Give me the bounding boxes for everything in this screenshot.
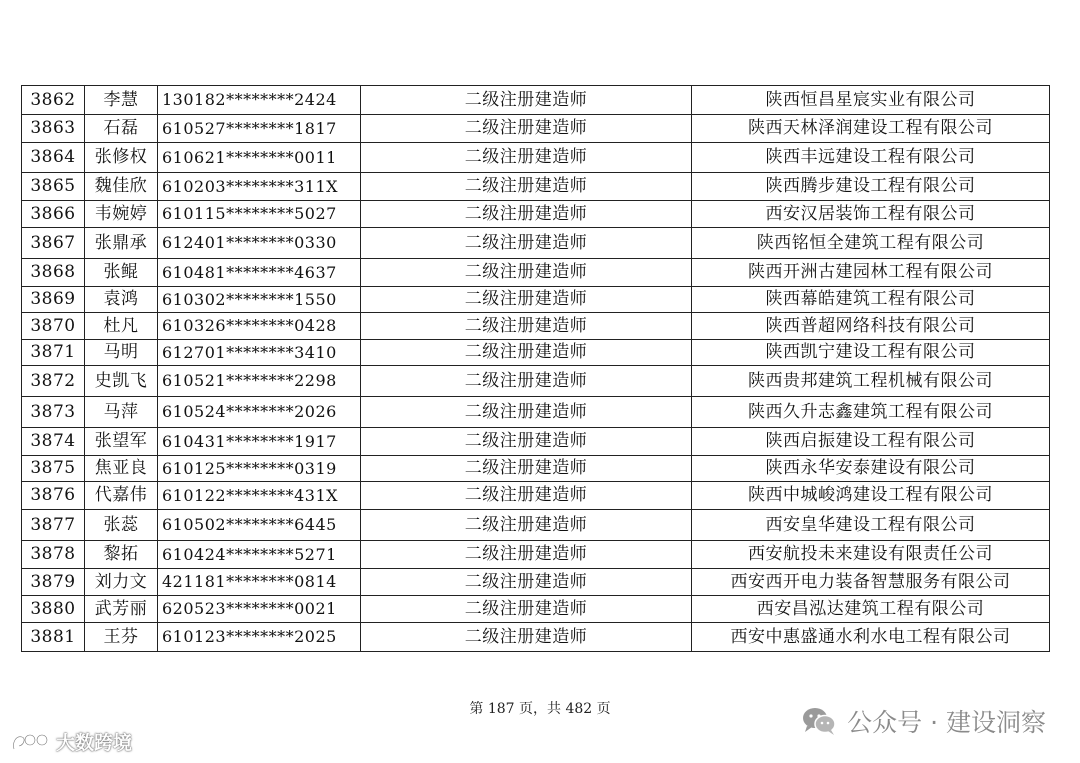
- company-name: 陕西幕皓建筑工程有限公司: [692, 287, 1050, 313]
- id-number: 610125********0319: [158, 456, 361, 482]
- row-number: 3865: [22, 173, 85, 201]
- id-number: 610203********311X: [158, 173, 361, 201]
- id-number: 610424********5271: [158, 541, 361, 569]
- person-name: 韦婉婷: [85, 201, 158, 228]
- id-number: 610502********6445: [158, 510, 361, 541]
- certificate-type: 二级注册建造师: [361, 201, 692, 228]
- right-watermark: [801, 703, 1046, 739]
- id-number: 612701********3410: [158, 340, 361, 366]
- id-number: 610527********1817: [158, 115, 361, 143]
- table-row: [22, 569, 1050, 596]
- certificate-type: 二级注册建造师: [361, 115, 692, 143]
- certificate-type: 二级注册建造师: [361, 287, 692, 313]
- row-number: 3863: [22, 115, 85, 143]
- company-name: 陕西久升志鑫建筑工程有限公司: [692, 397, 1050, 428]
- row-number: 3868: [22, 259, 85, 287]
- company-name: 陕西普超网络科技有限公司: [692, 313, 1050, 340]
- id-number: 610431********1917: [158, 428, 361, 456]
- id-number: 610123********2025: [158, 623, 361, 652]
- id-number: 610302********1550: [158, 287, 361, 313]
- id-number: 610524********2026: [158, 397, 361, 428]
- table-row: [22, 143, 1050, 173]
- company-name: 西安皇华建设工程有限公司: [692, 510, 1050, 541]
- id-number: 610122********431X: [158, 482, 361, 510]
- company-name: 陕西贵邦建筑工程机械有限公司: [692, 366, 1050, 397]
- row-number: 3862: [22, 86, 85, 115]
- company-name: 西安汉居装饰工程有限公司: [692, 201, 1050, 228]
- person-name: 焦亚良: [85, 456, 158, 482]
- row-number: 3871: [22, 340, 85, 366]
- id-number: 130182********2424: [158, 86, 361, 115]
- id-number: 421181********0814: [158, 569, 361, 596]
- table-row: [22, 173, 1050, 201]
- company-name: 西安中惠盛通水利水电工程有限公司: [692, 623, 1050, 652]
- person-name: 武芳丽: [85, 596, 158, 623]
- id-number: 612401********0330: [158, 228, 361, 259]
- table-row: [22, 259, 1050, 287]
- certificate-type: 二级注册建造师: [361, 313, 692, 340]
- table-row: [22, 340, 1050, 366]
- table-row: [22, 313, 1050, 340]
- company-name: 西安昌泓达建筑工程有限公司: [692, 596, 1050, 623]
- row-number: 3870: [22, 313, 85, 340]
- person-name: 石磊: [85, 115, 158, 143]
- company-name: 陕西天林泽润建设工程有限公司: [692, 115, 1050, 143]
- certificate-type: 二级注册建造师: [361, 569, 692, 596]
- id-number: 610326********0428: [158, 313, 361, 340]
- table-row: [22, 115, 1050, 143]
- certificate-type: 二级注册建造师: [361, 366, 692, 397]
- certificate-type: 二级注册建造师: [361, 596, 692, 623]
- table-row: [22, 86, 1050, 115]
- table-row: [22, 366, 1050, 397]
- person-name: 张修权: [85, 143, 158, 173]
- person-name: 马萍: [85, 397, 158, 428]
- person-name: 张鲲: [85, 259, 158, 287]
- person-name: 李慧: [85, 86, 158, 115]
- person-name: 张鼎承: [85, 228, 158, 259]
- company-name: 陕西启振建设工程有限公司: [692, 428, 1050, 456]
- row-number: 3876: [22, 482, 85, 510]
- person-name: 史凯飞: [85, 366, 158, 397]
- table-row: [22, 287, 1050, 313]
- person-name: 代嘉伟: [85, 482, 158, 510]
- certificate-type: 二级注册建造师: [361, 541, 692, 569]
- company-name: 陕西中城峻鸿建设工程有限公司: [692, 482, 1050, 510]
- row-number: 3867: [22, 228, 85, 259]
- certificate-type: 二级注册建造师: [361, 86, 692, 115]
- row-number: 3869: [22, 287, 85, 313]
- table-row: [22, 228, 1050, 259]
- certificate-type: 二级注册建造师: [361, 510, 692, 541]
- page-footer: 第 187 页，共 482 页: [469, 701, 611, 717]
- row-number: 3875: [22, 456, 85, 482]
- person-name: 黎拓: [85, 541, 158, 569]
- person-name: 张蕊: [85, 510, 158, 541]
- certificate-type: 二级注册建造师: [361, 623, 692, 652]
- company-name: 陕西腾步建设工程有限公司: [692, 173, 1050, 201]
- table-row: [22, 623, 1050, 652]
- certificate-type: 二级注册建造师: [361, 259, 692, 287]
- brand-logo-icon: [10, 731, 52, 753]
- id-number: 610621********0011: [158, 143, 361, 173]
- company-name: 陕西丰远建设工程有限公司: [692, 143, 1050, 173]
- row-number: 3864: [22, 143, 85, 173]
- certificate-type: 二级注册建造师: [361, 228, 692, 259]
- table-row: [22, 541, 1050, 569]
- id-number: 620523********0021: [158, 596, 361, 623]
- person-name: 王芬: [85, 623, 158, 652]
- certificate-type: 二级注册建造师: [361, 482, 692, 510]
- company-name: 陕西永华安泰建设有限公司: [692, 456, 1050, 482]
- table-row: [22, 201, 1050, 228]
- company-name: 陕西铭恒全建筑工程有限公司: [692, 228, 1050, 259]
- row-number: 3879: [22, 569, 85, 596]
- company-name: 西安航投未来建设有限责任公司: [692, 541, 1050, 569]
- wechat-icon: [801, 705, 837, 737]
- row-number: 3877: [22, 510, 85, 541]
- id-number: 610115********5027: [158, 201, 361, 228]
- company-name: 陕西恒昌星宸实业有限公司: [692, 86, 1050, 115]
- registrant-table: [21, 85, 1050, 652]
- certificate-type: 二级注册建造师: [361, 456, 692, 482]
- table-row: [22, 596, 1050, 623]
- person-name: 马明: [85, 340, 158, 366]
- table-row: [22, 397, 1050, 428]
- left-watermark: [10, 728, 132, 755]
- row-number: 3874: [22, 428, 85, 456]
- registrant-table-body: [22, 86, 1050, 652]
- id-number: 610481********4637: [158, 259, 361, 287]
- row-number: 3866: [22, 201, 85, 228]
- table-row: [22, 456, 1050, 482]
- table-row: [22, 510, 1050, 541]
- row-number: 3878: [22, 541, 85, 569]
- person-name: 袁鸿: [85, 287, 158, 313]
- id-number: 610521********2298: [158, 366, 361, 397]
- person-name: 刘力文: [85, 569, 158, 596]
- certificate-type: 二级注册建造师: [361, 428, 692, 456]
- certificate-type: 二级注册建造师: [361, 340, 692, 366]
- certificate-type: 二级注册建造师: [361, 397, 692, 428]
- row-number: 3872: [22, 366, 85, 397]
- person-name: 魏佳欣: [85, 173, 158, 201]
- certificate-type: 二级注册建造师: [361, 143, 692, 173]
- row-number: 3873: [22, 397, 85, 428]
- person-name: 张望军: [85, 428, 158, 456]
- left-watermark-text: 大数跨境: [56, 732, 133, 754]
- table-row: [22, 428, 1050, 456]
- row-number: 3881: [22, 623, 85, 652]
- company-name: 西安西开电力装备智慧服务有限公司: [692, 569, 1050, 596]
- person-name: 杜凡: [85, 313, 158, 340]
- right-watermark-text: 公众号 · 建设洞察: [847, 708, 1046, 737]
- row-number: 3880: [22, 596, 85, 623]
- company-name: 陕西开洲古建园林工程有限公司: [692, 259, 1050, 287]
- company-name: 陕西凯宁建设工程有限公司: [692, 340, 1050, 366]
- certificate-type: 二级注册建造师: [361, 173, 692, 201]
- table-row: [22, 482, 1050, 510]
